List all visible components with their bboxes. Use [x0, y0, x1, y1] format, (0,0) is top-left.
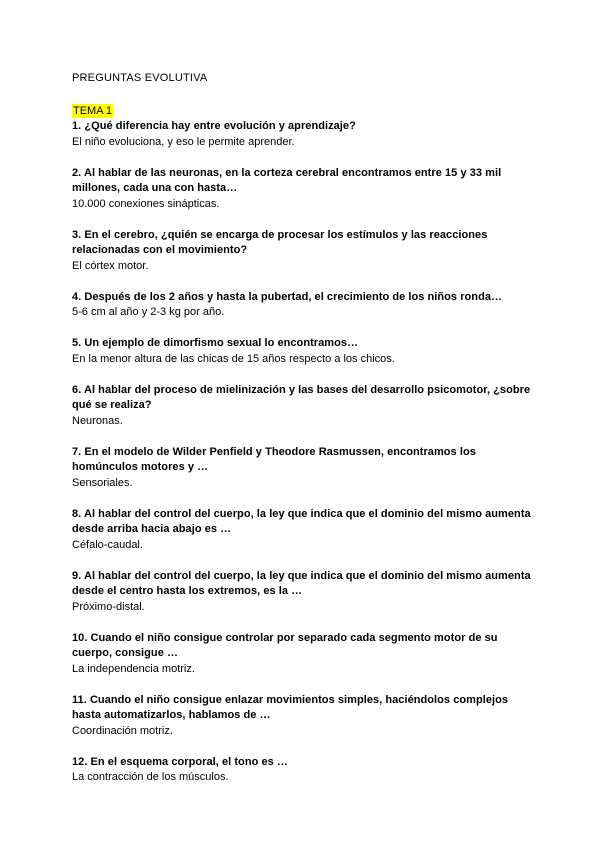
question-block	[72, 755, 532, 786]
answer-text: El niño evoluciona, y eso le permite aprender.	[72, 135, 295, 148]
answer-text: 5-6 cm al año y 2-3 kg por año.	[72, 306, 225, 318]
question-block	[72, 290, 532, 321]
question-text: 9. Al hablar del control del cuerpo, la ley que indica que el dominio del mismo aumenta desde el centro hasta los extremos, es la …	[72, 569, 531, 597]
question-text: 8. Al hablar del control del cuerpo, la ley que indica que el dominio del mismo aumenta desde arriba hacia abajo es …	[72, 507, 531, 535]
question-text: 10. Cuando el niño consigue controlar por separado cada segmento motor de su cuerpo, consigue …	[72, 631, 498, 659]
question-block	[72, 631, 532, 677]
question-block	[72, 507, 532, 553]
answer-text: La contracción de los músculos.	[72, 771, 229, 783]
answer-text: La independencia motriz.	[72, 662, 195, 675]
question-text: 3. En el cerebro, ¿quién se encarga de procesar los estímulos y las reacciones relacionadas con el movimiento?	[72, 228, 488, 256]
question-text: 4. Después de los 2 años y hasta la pubertad, el crecimiento de los niños ronda…	[72, 290, 503, 303]
question-block	[72, 383, 532, 429]
question-text: 11. Cuando el niño consigue enlazar movimientos simples, haciéndolos complejos hasta automatizarlos, hablamos de …	[72, 693, 509, 721]
question-text: 6. Al hablar del proceso de mielinización y las bases del desarrollo psicomotor, ¿sobre qué se realiza?	[72, 383, 531, 411]
answer-text: Coordinación motriz.	[72, 724, 173, 737]
answer-text: El córtex motor.	[72, 259, 149, 272]
question-block	[72, 228, 532, 274]
question-block	[72, 569, 532, 615]
answer-text: Neuronas.	[72, 414, 123, 427]
document-title: PREGUNTAS EVOLUTIVA	[72, 72, 208, 84]
question-block	[72, 166, 532, 212]
question-text: 2. Al hablar de las neuronas, en la corteza cerebral encontramos entre 15 y 33 mil millones, cada una con hasta…	[72, 166, 502, 194]
answer-text: Próximo-distal.	[72, 600, 145, 613]
question-text: 1. ¿Qué diferencia hay entre evolución y aprendizaje?	[72, 120, 356, 132]
document-content	[72, 71, 532, 801]
question-text: 5. Un ejemplo de dimorfismo sexual lo encontramos…	[72, 337, 359, 349]
question-block	[72, 119, 532, 150]
answer-text: 10.000 conexiones sinápticas.	[72, 197, 220, 210]
question-block	[72, 445, 532, 491]
answer-text: En la menor altura de las chicas de 15 años respecto a los chicos.	[72, 352, 395, 365]
answer-text: Céfalo-caudal.	[72, 538, 143, 551]
answer-text: Sensoriales.	[72, 476, 133, 489]
question-text: 12. En el esquema corporal, el tono es …	[72, 755, 288, 768]
section-header	[72, 101, 532, 119]
question-block	[72, 336, 532, 367]
section-label-highlighted: TEMA 1	[73, 105, 113, 117]
question-list	[72, 119, 532, 785]
question-block	[72, 693, 532, 739]
question-text: 7. En el modelo de Wilder Penfield y Theodore Rasmussen, encontramos los homúnculos motores y …	[72, 445, 476, 473]
